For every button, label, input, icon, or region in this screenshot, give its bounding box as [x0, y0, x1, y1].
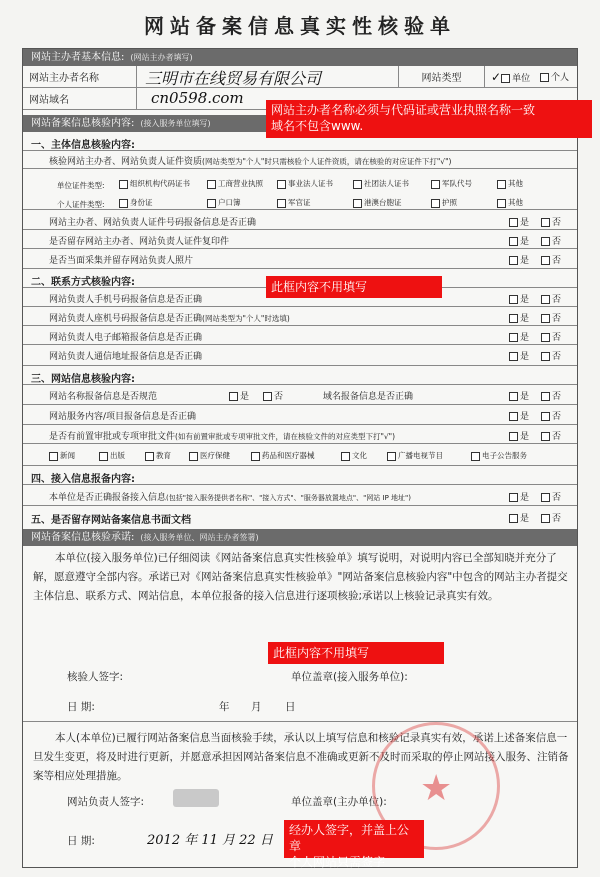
- checkbox-icon: [509, 432, 518, 441]
- s1-q3: 是否当面采集并留存网站负责人照片: [49, 256, 194, 266]
- s4-title: 四、接入信息报备内容:: [31, 474, 135, 485]
- personal-cert-option[interactable]: [119, 197, 153, 208]
- no-checkbox[interactable]: [541, 349, 561, 362]
- divider: [23, 229, 577, 230]
- s2-q3: 网站负责人电子邮箱报备信息是否正确: [49, 333, 203, 343]
- approval-label-5: 文化: [352, 451, 367, 460]
- s1-intro-text: 核验网站主办者、网站负责人证件资质: [49, 157, 203, 167]
- checkbox-icon: [497, 180, 506, 189]
- personal-cert-option[interactable]: [353, 197, 402, 208]
- approval-option[interactable]: [49, 450, 75, 461]
- checkbox-icon: [431, 180, 440, 189]
- owner-promise-text: 本人(本单位)已履行网站备案信息当面核验手续，承认以上填写信息和核验记录真实有效，承诺上述备案信息一旦发生变更，将及时进行更新，并愿意承担因网站备案信息不准确或更新不及时而采取的停止网站接入服务、注销备案等相应处理措施。: [33, 732, 569, 782]
- checkbox-icon: [509, 295, 518, 304]
- s5-title: 五、是否留存网站备案信息书面文档: [31, 515, 191, 526]
- divider: [23, 365, 577, 366]
- no-label: 否: [552, 392, 562, 402]
- date-unit-month: 月: [251, 701, 262, 713]
- checkbox-icon: [509, 493, 518, 502]
- no-checkbox[interactable]: [541, 234, 561, 247]
- no-checkbox[interactable]: [541, 490, 561, 503]
- yes-checkbox[interactable]: [509, 429, 529, 442]
- yes-checkbox[interactable]: [509, 215, 529, 228]
- no-checkbox[interactable]: [541, 389, 561, 402]
- s2-q4: 网站负责人通信地址报备信息是否正确: [49, 352, 203, 362]
- s2-title: 二、联系方式核验内容:: [31, 277, 135, 288]
- checkbox-icon: [541, 314, 550, 323]
- yes-checkbox[interactable]: [509, 253, 529, 266]
- checkbox-icon: [509, 237, 518, 246]
- checkbox-icon: [541, 237, 550, 246]
- checkbox-icon: [509, 333, 518, 342]
- no-label: 否: [552, 218, 562, 228]
- owner-name-row: [23, 66, 577, 88]
- yes-label: 是: [520, 392, 530, 402]
- provider-promise-text: 本单位(接入服务单位)已仔细阅读《网站备案信息真实性核验单》填写说明，对说明内容已全部知晓并充分了解，愿意遵守全部内容。承诺已对《网站备案信息真实性核验单》"网站备案信息核验内容"中包含的网站主办者提交主体信息、联系方式、网站信息，本单位报备的接入信息进行逐项核验;承诺以上核验记录真实有效。: [33, 552, 568, 602]
- approval-label-3: 医疗保健: [200, 451, 230, 460]
- promise-section-bar: [23, 529, 577, 546]
- approval-label-6: 广播电视节目: [398, 451, 443, 460]
- yes-label: 是: [520, 432, 530, 442]
- no-checkbox[interactable]: [541, 330, 561, 343]
- divider: [23, 721, 577, 722]
- domain-value: cn0598.com: [151, 89, 244, 107]
- check-mark-icon: ✓: [491, 69, 502, 84]
- checkbox-icon: [207, 180, 216, 189]
- unit-cert-option[interactable]: [353, 178, 409, 189]
- verifier-sign-label: 核验人签字:: [67, 671, 124, 683]
- divider: [23, 465, 577, 466]
- owner-sign-label: 网站负责人签字:: [67, 796, 145, 808]
- checkbox-icon: [541, 392, 550, 401]
- divider: [23, 505, 577, 506]
- checkbox-icon: [541, 514, 550, 523]
- checkbox-icon: [189, 452, 198, 461]
- checkbox-icon: [509, 314, 518, 323]
- site-type-unit-label: 单位: [512, 73, 531, 84]
- s4-q1-text: 本单位是否正确报备接入信息: [49, 493, 167, 503]
- no-label: 否: [552, 432, 562, 442]
- owner-section-bar: [23, 49, 577, 66]
- s1-intro-note: (网站类型为"个人"时只需核验个人证件资质，请在核验的对应证件下打"√"): [202, 157, 452, 166]
- checkbox-icon: [229, 392, 238, 401]
- checkbox-icon: [509, 412, 518, 421]
- yes-checkbox[interactable]: [509, 330, 529, 343]
- no-checkbox[interactable]: [541, 511, 561, 524]
- approval-label-1: 出版: [110, 451, 125, 460]
- unit-cert-label-4: 军队代号: [442, 179, 472, 188]
- owner-name-cell[interactable]: [137, 66, 399, 87]
- s3-title: 三、网站信息核验内容:: [31, 374, 135, 385]
- s2-q2-note: (网站类型为"个人"时选填): [202, 314, 290, 323]
- unit-cert-label-2: 事业法人证书: [288, 179, 333, 188]
- checkbox-icon: [509, 514, 518, 523]
- no-label: 否: [552, 295, 562, 305]
- unit-cert-option[interactable]: [207, 178, 263, 189]
- site-type-unit-option[interactable]: [491, 70, 530, 84]
- yes-checkbox[interactable]: [509, 234, 529, 247]
- page-title: 网站备案信息真实性核验单: [144, 14, 456, 38]
- checkbox-icon: [541, 352, 550, 361]
- personal-cert-label: 个人证件类型:: [57, 200, 105, 209]
- divider: [23, 344, 577, 345]
- checkbox-icon: [353, 180, 362, 189]
- s1-q1: 网站主办者、网站负责人证件号码报备信息是否正确: [49, 218, 257, 228]
- checkbox-icon: [471, 452, 480, 461]
- s1-intro: [49, 154, 451, 167]
- unit-cert-label: 单位证件类型:: [57, 181, 105, 190]
- no-checkbox[interactable]: [541, 429, 561, 442]
- no-label: 否: [552, 237, 562, 247]
- divider: [23, 384, 577, 385]
- no-label: 否: [552, 352, 562, 362]
- checkbox-icon: [277, 180, 286, 189]
- checkbox-icon: [541, 432, 550, 441]
- unit-cert-option[interactable]: [119, 178, 190, 189]
- yes-label: 是: [520, 237, 530, 247]
- yes-label: 是: [520, 412, 530, 422]
- approval-option[interactable]: [251, 450, 315, 461]
- s3-q1b: 域名报备信息是否正确: [323, 392, 414, 402]
- no-checkbox[interactable]: [541, 215, 561, 228]
- no-label: 否: [552, 256, 562, 266]
- verify-section-note: (接入服务单位填写): [140, 119, 211, 128]
- divider: [23, 325, 577, 326]
- yes-checkbox[interactable]: [509, 349, 529, 362]
- s3-q1: 网站名称报备信息是否规范: [49, 392, 158, 402]
- promise-section-note: (接入服务单位、网站主办者签署): [140, 533, 259, 542]
- s2-q2-text: 网站负责人座机号码报备信息是否正确: [49, 314, 203, 324]
- approval-label-4: 药品和医疗器械: [262, 451, 315, 460]
- approval-option[interactable]: [387, 450, 443, 461]
- owner-name-value: 三明市在线贸易有限公司: [145, 69, 322, 87]
- personal-cert-option[interactable]: [497, 197, 523, 208]
- checkbox-icon: [99, 452, 108, 461]
- verification-form: [22, 48, 578, 868]
- personal-cert-label-5: 其他: [508, 198, 523, 207]
- site-type-personal-label: 个人: [551, 73, 570, 83]
- owner-section-label: 网站主办者基本信息:: [31, 52, 125, 63]
- owner-name-label: 网站主办者名称: [23, 66, 137, 87]
- yes-label: 是: [240, 392, 250, 402]
- approval-label-7: 电子公告服务: [482, 451, 527, 460]
- unit-cert-option[interactable]: [497, 178, 523, 189]
- yes-label: 是: [520, 493, 530, 503]
- checkbox-icon: [509, 392, 518, 401]
- no-checkbox[interactable]: [541, 253, 561, 266]
- yes-checkbox[interactable]: [509, 389, 529, 402]
- date-label-1: 日 期:: [67, 701, 95, 713]
- approval-label-2: 教育: [156, 451, 171, 460]
- approval-label-0: 新闻: [60, 451, 75, 460]
- date-unit-year: 年: [219, 701, 230, 713]
- no-checkbox[interactable]: [541, 292, 561, 305]
- skip-note-1: 此框内容不用填写: [266, 276, 442, 298]
- no-checkbox[interactable]: [541, 409, 561, 422]
- skip-note-2: 此框内容不用填写: [268, 642, 444, 664]
- yes-label: 是: [520, 514, 530, 524]
- s2-q2: [49, 311, 290, 324]
- no-checkbox[interactable]: [263, 389, 283, 402]
- checkbox-icon: [353, 199, 362, 208]
- checkbox-icon: [341, 452, 350, 461]
- personal-cert-option[interactable]: [277, 197, 311, 208]
- unit-cert-label-5: 其他: [508, 179, 523, 188]
- unit-cert-option[interactable]: [277, 178, 333, 189]
- divider: [23, 306, 577, 307]
- site-type-cell: [485, 66, 579, 87]
- personal-cert-label-1: 户口簿: [218, 198, 241, 207]
- divider: [23, 168, 577, 169]
- owner-name-note: 网站主办者名称必须与代码证或营业执照名称一致 域名不包含www.: [266, 100, 592, 138]
- no-label: 否: [274, 392, 284, 402]
- checkbox-icon: [541, 333, 550, 342]
- unit-cert-label-3: 社团法人证书: [364, 179, 409, 188]
- checkbox-icon: [540, 73, 549, 82]
- personal-cert-option[interactable]: [431, 197, 457, 208]
- seal-star-icon: ★: [420, 768, 453, 809]
- yes-label: 是: [520, 314, 530, 324]
- personal-cert-label-4: 护照: [442, 198, 457, 207]
- checkbox-icon: [509, 218, 518, 227]
- site-type-label: 网站类型: [399, 66, 485, 87]
- checkbox-icon: [541, 493, 550, 502]
- divider: [23, 484, 577, 485]
- divider: [23, 443, 577, 444]
- approval-option[interactable]: [471, 450, 527, 461]
- yes-label: 是: [520, 295, 530, 305]
- s3-q3-note: (如有前置审批或专项审批文件，请在核验文件的对应类型下打"√"): [175, 432, 396, 441]
- s3-q3-text: 是否有前置审批或专项审批文件: [49, 432, 176, 442]
- approval-option[interactable]: [341, 450, 367, 461]
- yes-label: 是: [520, 218, 530, 228]
- checkbox-icon: [497, 199, 506, 208]
- approval-option[interactable]: [189, 450, 230, 461]
- yes-label: 是: [520, 333, 530, 343]
- checkbox-icon: [263, 392, 272, 401]
- sign-note: 经办人签字，并盖上公章 个人网站只需签字: [284, 820, 424, 858]
- owner-section-note: (网站主办者填写): [130, 53, 193, 62]
- unit-cert-label-1: 工商营业执照: [218, 179, 263, 188]
- owner-seal-label: 单位盖章(主办单位):: [291, 796, 387, 808]
- yes-checkbox[interactable]: [509, 490, 529, 503]
- s2-q1: 网站负责人手机号码报备信息是否正确: [49, 295, 203, 305]
- domain-label: 网站域名: [23, 88, 137, 109]
- yes-label: 是: [520, 352, 530, 362]
- s3-q3: [49, 429, 395, 442]
- no-label: 否: [552, 333, 562, 343]
- divider: [23, 150, 577, 151]
- divider: [23, 424, 577, 425]
- checkbox-icon: [501, 74, 510, 83]
- personal-cert-option[interactable]: [207, 197, 241, 208]
- s1-title: 一、主体信息核验内容:: [31, 140, 135, 151]
- s4-q1-note: (包括"接入服务提供者名称"、"接入方式"、"服务器放置地点"、"网站 IP 地址"): [166, 494, 411, 502]
- s1-q2: 是否留存网站主办者、网站负责人证件复印件: [49, 237, 230, 247]
- no-label: 否: [552, 493, 562, 503]
- checkbox-icon: [509, 352, 518, 361]
- verify-section-label: 网站备案信息核验内容:: [31, 118, 135, 129]
- site-type-personal-option[interactable]: [540, 70, 569, 83]
- blurred-signature: [173, 789, 219, 807]
- checkbox-icon: [277, 199, 286, 208]
- date-label-2: 日 期:: [67, 835, 95, 847]
- checkbox-icon: [119, 180, 128, 189]
- no-label: 否: [552, 314, 562, 324]
- yes-checkbox[interactable]: [509, 511, 529, 524]
- checkbox-icon: [541, 295, 550, 304]
- checkbox-icon: [541, 218, 550, 227]
- checkbox-icon: [207, 199, 216, 208]
- no-label: 否: [552, 412, 562, 422]
- unit-cert-label-0: 组织机构代码证书: [130, 179, 190, 188]
- yes-checkbox[interactable]: [229, 389, 249, 402]
- checkbox-icon: [387, 452, 396, 461]
- unit-cert-option[interactable]: [431, 178, 472, 189]
- checkbox-icon: [541, 256, 550, 265]
- personal-cert-label-2: 军官证: [288, 198, 311, 207]
- approval-option[interactable]: [99, 450, 125, 461]
- promise-section-label: 网站备案信息核验承诺:: [31, 532, 135, 543]
- personal-cert-label-3: 港澳台胞证: [364, 198, 402, 207]
- s3-q2: 网站服务内容/项目报备信息是否正确: [49, 412, 197, 422]
- approval-option[interactable]: [145, 450, 171, 461]
- checkbox-icon: [431, 199, 440, 208]
- s4-q1: [49, 490, 411, 503]
- divider: [23, 404, 577, 405]
- sign-date-value: 2012 年 11 月 22 日: [147, 833, 273, 848]
- no-label: 否: [552, 514, 562, 524]
- divider: [23, 268, 577, 269]
- no-checkbox[interactable]: [541, 311, 561, 324]
- checkbox-icon: [119, 199, 128, 208]
- yes-checkbox[interactable]: [509, 311, 529, 324]
- divider: [23, 209, 577, 210]
- divider: [23, 248, 577, 249]
- date-unit-day: 日: [285, 701, 296, 713]
- checkbox-icon: [541, 412, 550, 421]
- yes-checkbox[interactable]: [509, 292, 529, 305]
- checkbox-icon: [145, 452, 154, 461]
- checkbox-icon: [251, 452, 260, 461]
- checkbox-icon: [509, 256, 518, 265]
- yes-checkbox[interactable]: [509, 409, 529, 422]
- personal-cert-label-0: 身份证: [130, 198, 153, 207]
- checkbox-icon: [49, 452, 58, 461]
- provider-seal-label: 单位盖章(接入服务单位):: [291, 671, 408, 683]
- yes-label: 是: [520, 256, 530, 266]
